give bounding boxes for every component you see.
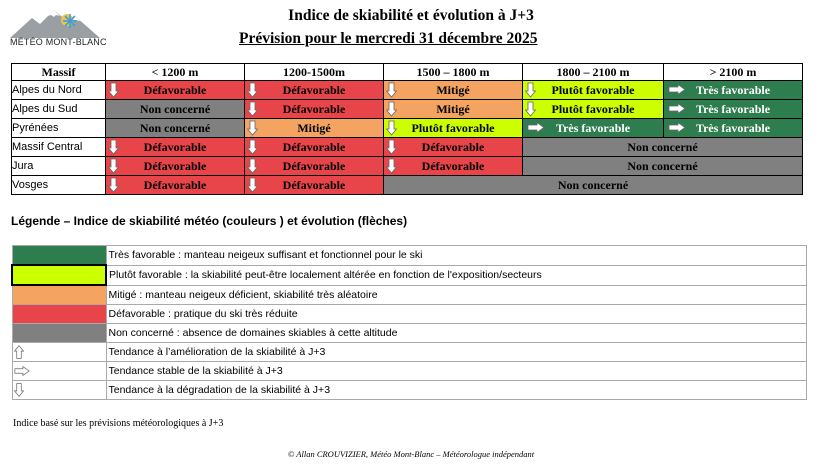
skiability-cell bbox=[245, 176, 384, 195]
logo-text: MÉTÉO MONT-BLANC bbox=[10, 37, 107, 47]
skiability-cell bbox=[106, 176, 245, 195]
column-header-altitude: 1800 – 2100 m bbox=[523, 64, 664, 81]
arrow-down-icon bbox=[247, 177, 258, 193]
skiability-label: Défavorable bbox=[143, 177, 207, 192]
skiability-cell bbox=[245, 157, 384, 176]
skiability-cell bbox=[384, 138, 523, 157]
skiability-label: Défavorable bbox=[421, 139, 485, 154]
skiability-label: Très favorable bbox=[555, 120, 631, 135]
skiability-cell bbox=[106, 100, 245, 119]
legend-row bbox=[12, 305, 807, 324]
skiability-cell bbox=[384, 81, 523, 100]
column-header-altitude: 1500 – 1800 m bbox=[384, 64, 523, 81]
arrow-down-icon bbox=[386, 101, 397, 117]
legend-swatch bbox=[12, 324, 106, 343]
skiability-cell bbox=[384, 100, 523, 119]
skiability-label: Très favorable bbox=[695, 120, 771, 135]
arrow-down-icon bbox=[108, 177, 119, 193]
skiability-cell bbox=[106, 81, 245, 100]
legend-text: Défavorable : pratique du ski très réduite bbox=[106, 305, 807, 324]
skiability-cell bbox=[664, 119, 803, 138]
legend-text: Mitigé : manteau neigeux déficient, skiabilité très aléatoire bbox=[106, 285, 807, 305]
skiability-label: Non concerné bbox=[627, 139, 698, 154]
arrow-right-icon bbox=[14, 365, 30, 377]
table-row bbox=[12, 176, 803, 195]
arrow-down-icon bbox=[247, 158, 258, 174]
skiability-cell bbox=[245, 81, 384, 100]
legend-arrow-up bbox=[12, 343, 106, 362]
column-header-altitude: < 1200 m bbox=[106, 64, 245, 81]
arrow-down-icon bbox=[386, 82, 397, 98]
skiability-label: Défavorable bbox=[143, 82, 207, 97]
skiability-cell bbox=[245, 138, 384, 157]
arrow-down-icon bbox=[108, 82, 119, 98]
table-row bbox=[12, 100, 803, 119]
table-header-row bbox=[12, 64, 803, 81]
massif-name: Alpes du Nord bbox=[12, 81, 106, 100]
massif-name: Massif Central bbox=[12, 138, 106, 157]
skiability-label: Défavorable bbox=[282, 101, 346, 116]
skiability-label: Défavorable bbox=[282, 139, 346, 154]
table-row bbox=[12, 157, 803, 176]
legend-row bbox=[12, 324, 807, 343]
skiability-label: Défavorable bbox=[143, 158, 207, 173]
arrow-down-icon bbox=[108, 158, 119, 174]
skiability-table bbox=[11, 63, 803, 195]
arrow-down-icon bbox=[386, 158, 397, 174]
skiability-cell bbox=[106, 119, 245, 138]
skiability-label: Non concerné bbox=[557, 177, 629, 192]
skiability-cell bbox=[523, 81, 664, 100]
legend-text: Tendance à la dégradation de la skiabilité à J+3 bbox=[106, 381, 807, 400]
skiability-label: Mitigé bbox=[297, 120, 331, 135]
legend-text: Tendance stable de la skiabilité à J+3 bbox=[106, 362, 807, 381]
arrow-down-icon bbox=[247, 82, 258, 98]
legend-swatch bbox=[12, 265, 106, 285]
arrow-right-icon bbox=[668, 103, 686, 114]
arrow-down-icon bbox=[14, 382, 24, 398]
legend-row bbox=[12, 343, 807, 362]
skiability-cell bbox=[245, 119, 384, 138]
skiability-label: Plutôt favorable bbox=[551, 101, 635, 116]
skiability-label: Plutôt favorable bbox=[551, 82, 635, 97]
legend-row bbox=[12, 381, 807, 400]
skiability-label: Défavorable bbox=[282, 177, 346, 192]
column-header-altitude: 1200-1500m bbox=[245, 64, 384, 81]
legend-row bbox=[12, 265, 807, 285]
massif-name: Pyrénées bbox=[12, 119, 106, 138]
massif-name: Vosges bbox=[12, 176, 106, 195]
skiability-cell bbox=[523, 119, 664, 138]
arrow-right-icon bbox=[668, 84, 686, 95]
skiability-label: Défavorable bbox=[421, 158, 485, 173]
skiability-cell bbox=[106, 138, 245, 157]
column-header-altitude: > 2100 m bbox=[664, 64, 803, 81]
skiability-label: Défavorable bbox=[282, 82, 346, 97]
footnote: Indice basé sur les prévisions météorologiques à J+3 bbox=[13, 418, 224, 429]
column-header-massif: Massif bbox=[12, 64, 106, 81]
massif-name: Jura bbox=[12, 157, 106, 176]
copyright-credit: © Allan CROUVIZIER, Météo Mont-Blanc – Météorologue indépendant bbox=[287, 449, 535, 459]
arrow-down-icon bbox=[247, 139, 258, 155]
skiability-cell bbox=[106, 157, 245, 176]
skiability-cell bbox=[523, 157, 803, 176]
skiability-label: Mitigé bbox=[436, 82, 470, 97]
legend-text: Très favorable : manteau neigeux suffisant et fonctionnel pour le ski bbox=[106, 246, 807, 266]
arrow-down-icon bbox=[247, 120, 258, 136]
page-title: Indice de skiabilité et évolution à J+3 bbox=[288, 7, 534, 24]
legend-text: Non concerné : absence de domaines skiables à cette altitude bbox=[106, 324, 807, 343]
legend-text: Plutôt favorable : la skiabilité peut-être localement altérée en fonction de l'exposition/secteurs bbox=[106, 265, 807, 285]
skiability-label: Très favorable bbox=[695, 101, 771, 116]
skiability-cell bbox=[384, 157, 523, 176]
legend-row bbox=[12, 285, 807, 305]
skiability-cell bbox=[664, 100, 803, 119]
legend-arrow-down bbox=[12, 381, 106, 400]
arrow-right-icon bbox=[527, 122, 545, 133]
skiability-label: Défavorable bbox=[282, 158, 346, 173]
skiability-label: Non concerné bbox=[139, 120, 211, 135]
massif-name: Alpes du Sud bbox=[12, 100, 106, 119]
legend-title: Légende – Indice de skiabilité météo (couleurs ) et évolution (flèches) bbox=[11, 214, 408, 228]
arrow-down-icon bbox=[386, 139, 397, 155]
table-row bbox=[12, 81, 803, 100]
skiability-label: Non concerné bbox=[627, 158, 698, 173]
forecast-date-title: Prévision pour le mercredi 31 décembre 2025 bbox=[239, 30, 538, 47]
skiability-cell bbox=[245, 100, 384, 119]
legend-swatch bbox=[12, 246, 106, 266]
skiability-label: Très favorable bbox=[695, 82, 771, 97]
skiability-cell bbox=[523, 100, 664, 119]
legend-swatch bbox=[12, 305, 106, 324]
arrow-right-icon bbox=[668, 122, 686, 133]
arrow-down-icon bbox=[108, 139, 119, 155]
skiability-cell bbox=[384, 176, 803, 195]
legend-text: Tendance à l’amélioration de la skiabilité à J+3 bbox=[106, 343, 807, 362]
skiability-cell bbox=[523, 138, 803, 157]
table-row bbox=[12, 119, 803, 138]
skiability-cell bbox=[664, 81, 803, 100]
skiability-label: Défavorable bbox=[143, 139, 207, 154]
legend-row bbox=[12, 246, 807, 266]
skiability-label: Mitigé bbox=[436, 101, 470, 116]
skiability-label: Plutôt favorable bbox=[411, 120, 495, 135]
arrow-down-icon bbox=[386, 120, 397, 136]
arrow-down-icon bbox=[525, 82, 536, 98]
skiability-cell bbox=[384, 119, 523, 138]
legend-swatch bbox=[12, 285, 106, 305]
arrow-down-icon bbox=[525, 101, 536, 117]
table-row bbox=[12, 138, 803, 157]
arrow-up-icon bbox=[14, 344, 24, 360]
arrow-down-icon bbox=[247, 101, 258, 117]
legend-arrow-right bbox=[12, 362, 106, 381]
legend-table bbox=[11, 245, 807, 400]
skiability-label: Non concerné bbox=[139, 101, 211, 116]
legend-row bbox=[12, 362, 807, 381]
